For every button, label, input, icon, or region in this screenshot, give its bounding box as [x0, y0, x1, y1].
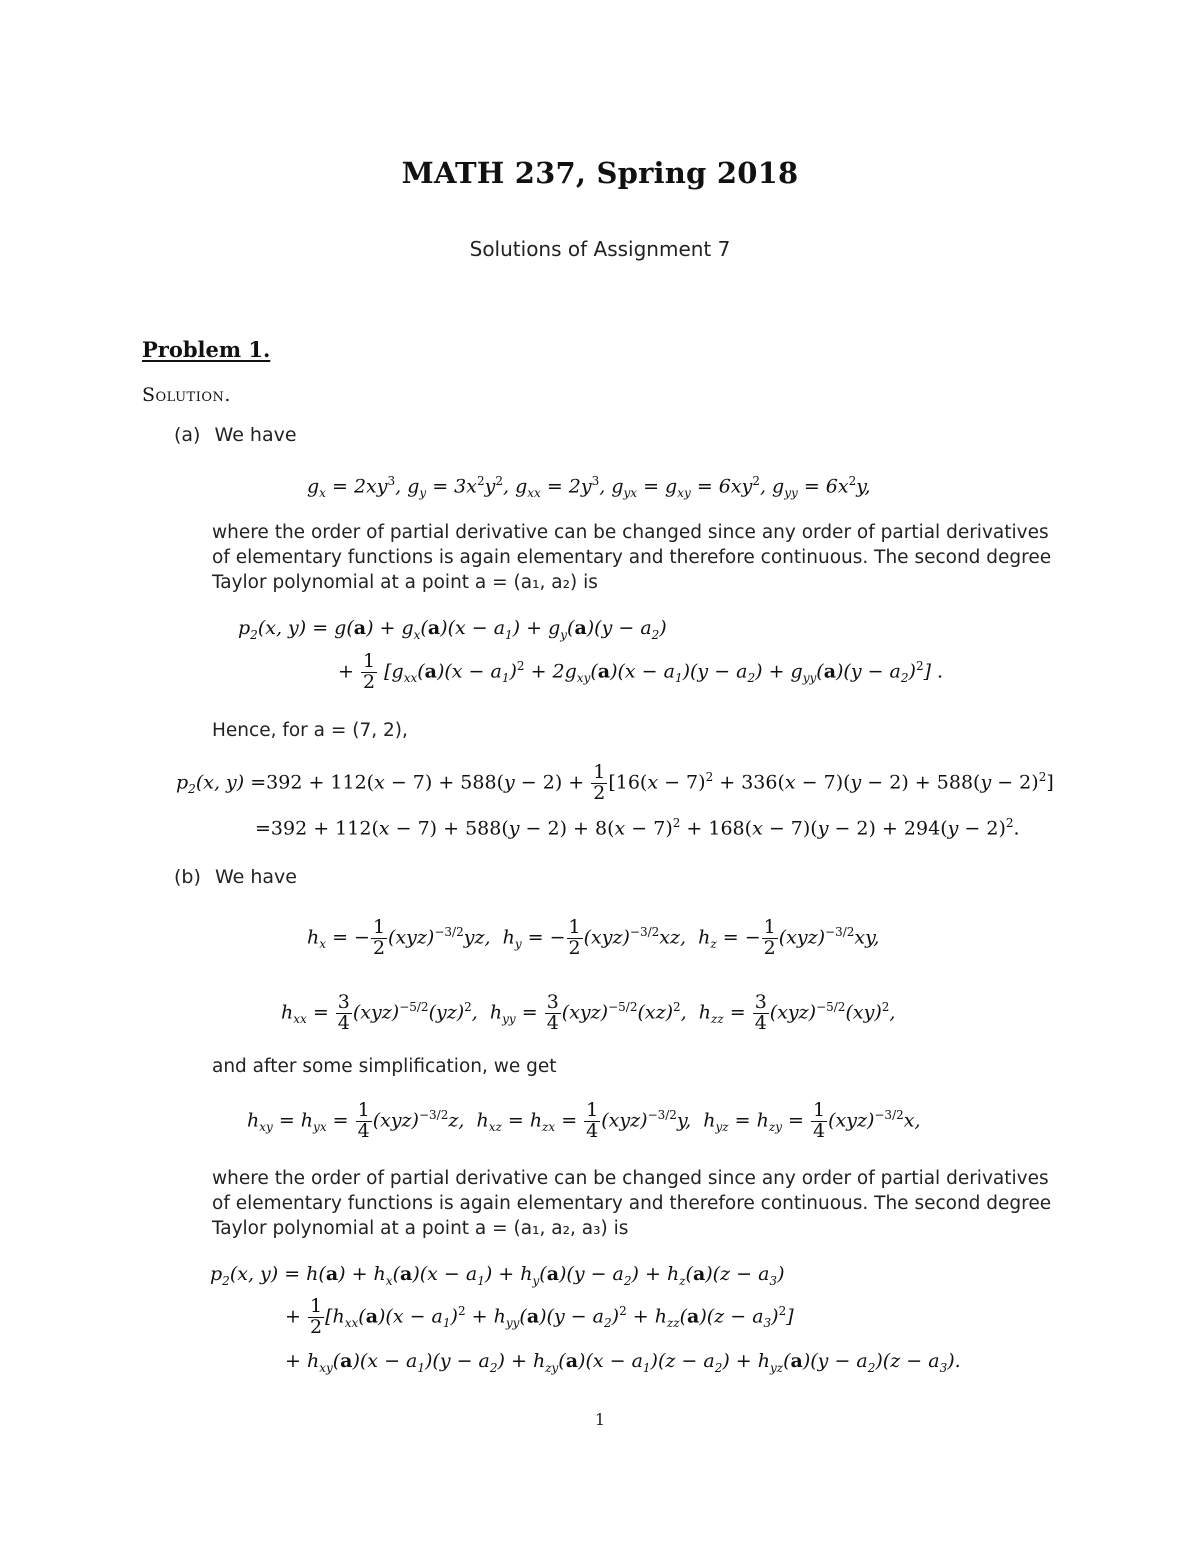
page-subtitle: Solutions of Assignment 7: [469, 237, 731, 261]
equation-h-mixed-derivatives: $h_{xy} = h_{yx}$ = $\frac{1}{4}$ (xyz)$^{-3/2}$z, $h_{xz} = h_{zx}$ = $\frac{1}{4}$ (xyz)$^{-3/2}$y, $h_{yz} = h_{zy}$ = $\frac{1}{4}$ (xyz)$^{-3/2}$x,: [247, 1099, 921, 1142]
equation-taylor-specific-line1: $p_2(x$, y) =392 + 112(x − 7) + 588(y − 2) + $\frac{1}{2}$ $[16(x - 7)^2 + 336(x - 7)(y - 2) + 588(y - 2)^2]$: [176, 761, 1054, 804]
part-b-explanation: where the order of partial derivative can be changed since any order of partial derivatives of elementary functions is again elementary and therefore continuous. The second degree Taylor polynomial at a point a = (a₁, a₂, a₃) is: [212, 1168, 1052, 1239]
part-a-explanation: where the order of partial derivative can be changed since any order of partial derivatives of elementary functions is again elementary and therefore continuous. The second degree Taylor polynomial at a point a = (a₁, a₂) is: [212, 522, 1052, 593]
problem-heading: Problem 1.: [142, 337, 271, 362]
part-b-simplification: and after some simplification, we get: [212, 1056, 557, 1077]
equation-taylor-3var-line1: $p_2(x$, $y) = h(a) + h_x(a)(x - a_1) + h_y(a)(y - a_2) + h_z(a)(z - a_3)$: [210, 1263, 785, 1288]
page-number: 1: [594, 1410, 606, 1429]
part-a-intro: We have: [214, 424, 297, 446]
equation-taylor-general-line2: + $\frac{1}{2}$ $[g_{xx}(a)(x - a_1)^2 + 2g_{xy}(a)(x - a_1)(y - a_2) + g_{yy}(a)(y - a_2)^2]$ .: [338, 650, 944, 693]
part-a-hence: Hence, for a = (7, 2),: [212, 720, 408, 741]
equation-taylor-specific-line2: $=392 + 112(x - 7) + 588(y - 2) + 8(x - 7)^2 + 168(x - 7)(y - 2) + 294(y - 2)^2$.: [255, 816, 1020, 840]
part-a-label: (a): [174, 424, 201, 446]
part-b-line: [174, 866, 297, 888]
part-a-line: [174, 424, 297, 446]
part-b-label: (b): [174, 866, 201, 888]
equation-g-derivatives: $g_x = 2xy^3$, $g_y = 3x^2y^2$, $g_{xx} = 2y^3$, $g_{yx} = g_{xy} = 6xy^2$, $g_{yy} = 6x^2y$,: [307, 474, 871, 501]
page-title: MATH 237, Spring 2018: [401, 156, 799, 190]
solution-label: Solution.: [142, 384, 231, 406]
part-b-intro: We have: [214, 866, 297, 888]
equation-h-first-derivatives: $h_x$ = − $\frac{1}{2}$ (xyz)$^{-3/2}$yz, $h_y$ = − $\frac{1}{2}$ (xyz)$^{-3/2}$xz, $h_z$ = − $\frac{1}{2}$ (xyz)$^{-3/2}$xy,: [307, 916, 880, 959]
equation-taylor-general-line1: $p_2(x$, $y) = g(a) + g_x(a)(x - a_1) + g_y(a)(y - a_2)$: [238, 617, 667, 642]
equation-h-second-derivatives: $h_{xx}$ = $\frac{3}{4}$ (xyz)$^{-5/2}$(yz)$^2$, $h_{yy}$ = $\frac{3}{4}$ (xyz)$^{-5/2}$(xz)$^2$, $h_{zz}$ = $\frac{3}{4}$ (xyz)$^{-5/2}$(xy)$^2$,: [281, 991, 896, 1034]
equation-taylor-3var-line2: + $\frac{1}{2}$ $[h_{xx}(a)(x - a_1)^2 + h_{yy}(a)(y - a_2)^2 + h_{zz}(a)(z - a_3)^2]$: [285, 1295, 794, 1338]
equation-taylor-3var-line3: + $h_{xy}(a)(x - a_1)(y - a_2) + h_{zy}(a)(x - a_1)(z - a_2) + h_{yz}(a)(y - a_2)(z - a_3)$.: [285, 1350, 961, 1375]
